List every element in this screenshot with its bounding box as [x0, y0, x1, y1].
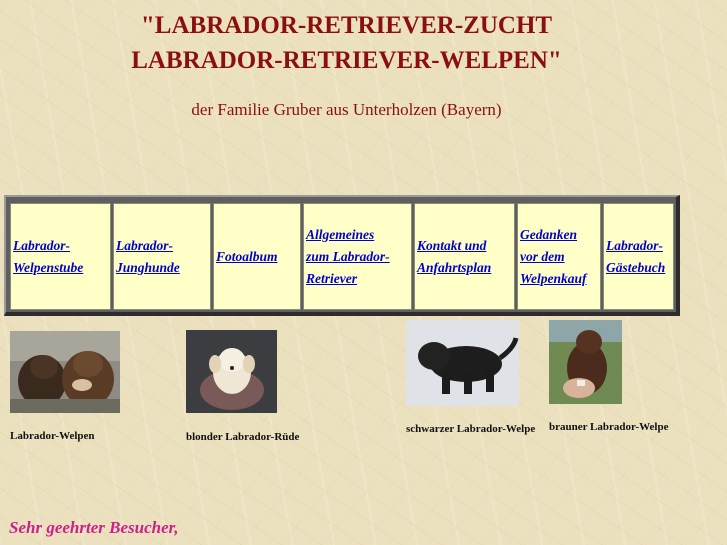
page-subtitle: der Familie Gruber aus Unterholzen (Bayern) — [191, 100, 502, 119]
nav-cell-allgemeines — [303, 203, 412, 310]
nav-link-fotoalbum[interactable]: Fotoalbum — [216, 248, 278, 264]
black-puppy-image — [406, 320, 519, 406]
nav-link-kontakt[interactable]: Kontakt und Anfahrtsplan — [417, 237, 492, 275]
nav-link-junghunde[interactable]: Labrador-Junghunde — [116, 237, 180, 275]
nav-cell-welpenstube — [10, 203, 111, 310]
blonde-puppy-image — [186, 330, 277, 413]
caption-brauner-welpe: brauner Labrador-Welpe — [549, 421, 669, 433]
nav-cell-gedanken — [517, 203, 601, 310]
photo-schwarzer-welpe[interactable] — [406, 320, 519, 406]
nav-cell-kontakt — [414, 203, 515, 310]
nav-cell-gaestebuch — [603, 203, 674, 310]
puppies-image — [10, 331, 120, 413]
photo-brauner-welpe[interactable] — [549, 320, 622, 404]
brown-puppy-image — [549, 320, 622, 404]
nav-link-gedanken[interactable]: Gedanken vor dem Welpenkauf — [520, 226, 587, 286]
page-title-line-2: LABRADOR-RETRIEVER-WELPEN" — [131, 47, 562, 74]
caption-blonder-ruede: blonder Labrador-Rüde — [186, 431, 300, 443]
photo-blonder-ruede[interactable] — [186, 330, 277, 413]
page-title-line-1: "LABRADOR-RETRIEVER-ZUCHT — [140, 12, 553, 39]
caption-schwarzer-welpe: schwarzer Labrador-Welpe — [406, 423, 536, 435]
caption-labrador-welpen: Labrador-Welpen — [10, 430, 95, 442]
nav-cell-junghunde — [113, 203, 211, 310]
nav-link-gaestebuch[interactable]: Labrador-Gästebuch — [606, 237, 666, 275]
navigation-table — [4, 195, 680, 316]
nav-link-welpenstube[interactable]: Labrador-Welpenstube — [13, 237, 84, 275]
nav-link-allgemeines[interactable]: Allgemeines zum Labrador-Retriever — [306, 226, 390, 286]
photo-labrador-welpen[interactable] — [10, 331, 120, 413]
greeting-text: Sehr geehrter Besucher, — [9, 518, 179, 537]
nav-cell-fotoalbum — [213, 203, 301, 310]
